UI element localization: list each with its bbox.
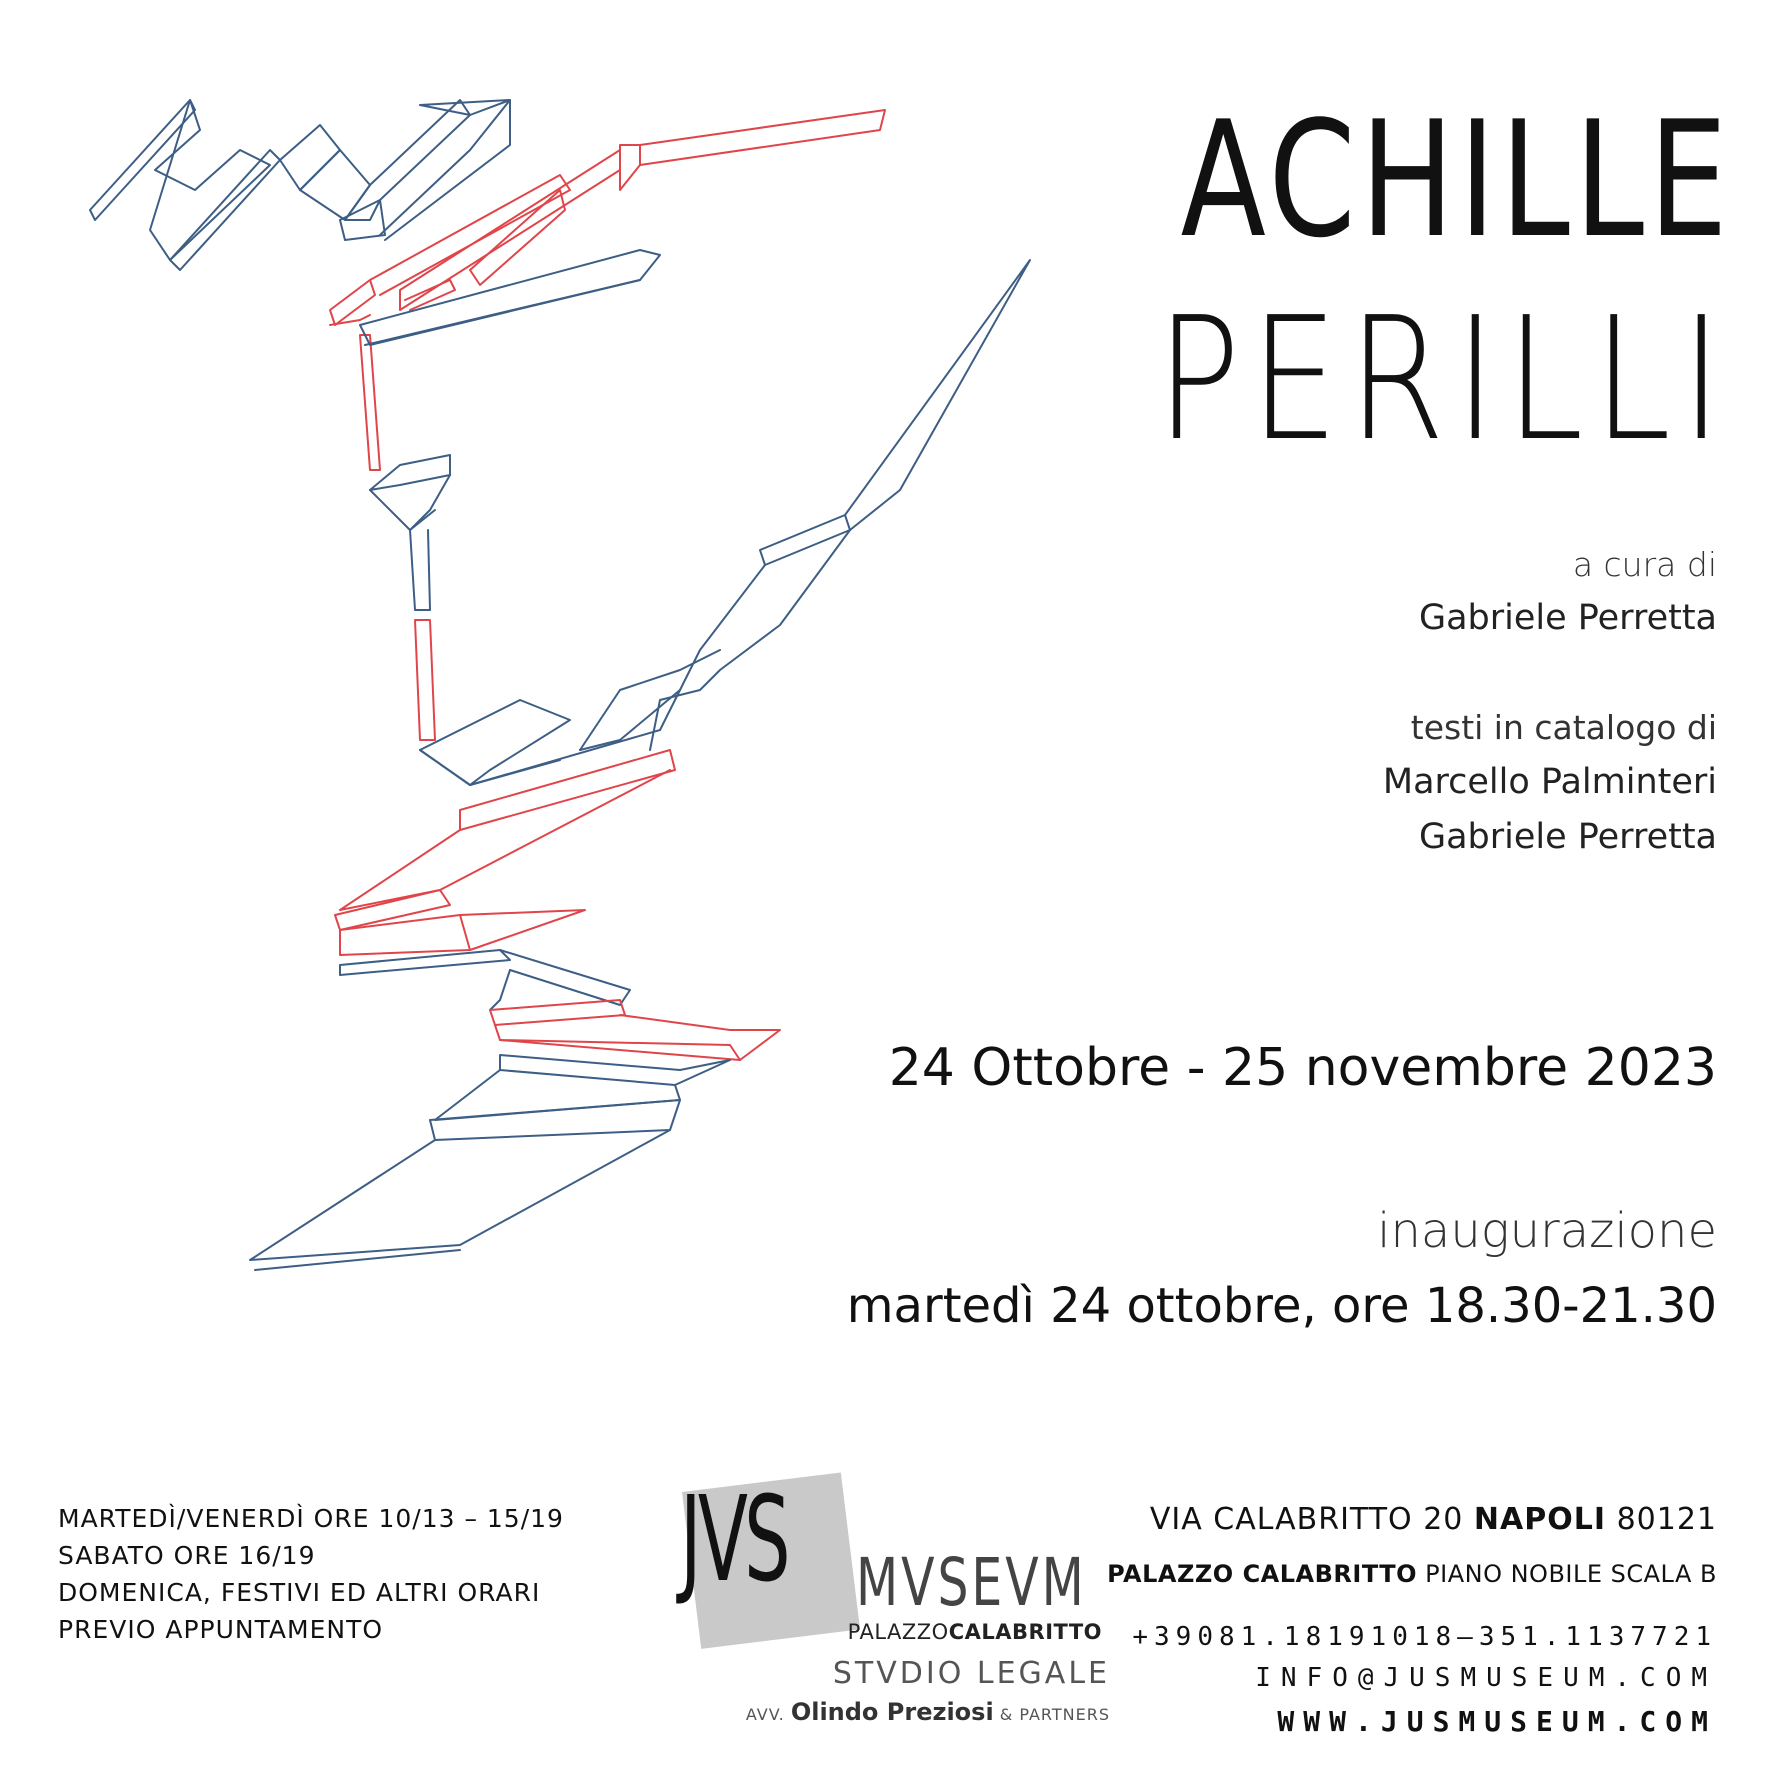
logo-museum-text: MVSEVM (856, 1544, 1087, 1621)
opening-hours (58, 1500, 564, 1648)
logo-lawyer-name: Olindo Preziosi (790, 1698, 994, 1726)
exhibition-dates: 24 Ottobre - 25 novembre 2023 (888, 1038, 1717, 1098)
artwork-red-arm (330, 110, 885, 470)
hours-line: MARTEDÌ/VENERDÌ ORE 10/13 – 15/19 (58, 1504, 564, 1533)
curator-label: a cura di (1572, 545, 1717, 584)
zip: 80121 (1616, 1502, 1717, 1537)
jus-museum-logo[interactable] (680, 1470, 1120, 1740)
opening-label: inaugurazione (1377, 1203, 1717, 1259)
email-link[interactable]: INFO@JUSMUSEUM.COM (1255, 1663, 1717, 1693)
logo-palazzo-bold: CALABRITTO (948, 1620, 1102, 1644)
catalog-author: Marcello Palminteri (1382, 762, 1717, 802)
logo-law-firm (746, 1698, 1110, 1726)
hours-line: SABATO ORE 16/19 (58, 1541, 316, 1570)
floor: PIANO NOBILE SCALA B (1425, 1560, 1717, 1588)
address-building (1107, 1560, 1717, 1588)
hours-line: PREVIO APPUNTAMENTO (58, 1615, 384, 1644)
phone-numbers[interactable]: +39081.18191018–351.1137721 (1132, 1622, 1717, 1652)
address-street (1150, 1502, 1717, 1537)
city: NAPOLI (1473, 1502, 1607, 1537)
website-link[interactable]: WWW.JUSMUSEUM.COM (1277, 1705, 1717, 1738)
logo-avv-prefix: AVV. (745, 1705, 785, 1724)
artwork-top-cluster (90, 100, 510, 270)
artist-last-name: PERILLI (1156, 281, 1732, 479)
artwork-drawing (40, 70, 1120, 1470)
logo-jvs-text: JVS (680, 1470, 787, 1608)
street: VIA CALABRITTO 20 (1149, 1502, 1464, 1537)
logo-avv-suffix: & PARTNERS (999, 1705, 1110, 1724)
logo-studio-text: STVDIO LEGALE (832, 1656, 1110, 1691)
opening-datetime: martedì 24 ottobre, ore 18.30-21.30 (846, 1278, 1717, 1334)
catalog-label: testi in catalogo di (1410, 708, 1717, 747)
hours-line: DOMENICA, FESTIVI ED ALTRI ORARI (58, 1578, 541, 1607)
building: PALAZZO CALABRITTO (1107, 1560, 1418, 1588)
logo-palazzo-light: PALAZZO (847, 1620, 949, 1644)
catalog-author: Gabriele Perretta (1418, 817, 1717, 857)
curator-name: Gabriele Perretta (1418, 598, 1717, 638)
logo-palazzo-text (848, 1620, 1102, 1644)
artist-first-name: ACHILLE (1180, 86, 1732, 273)
